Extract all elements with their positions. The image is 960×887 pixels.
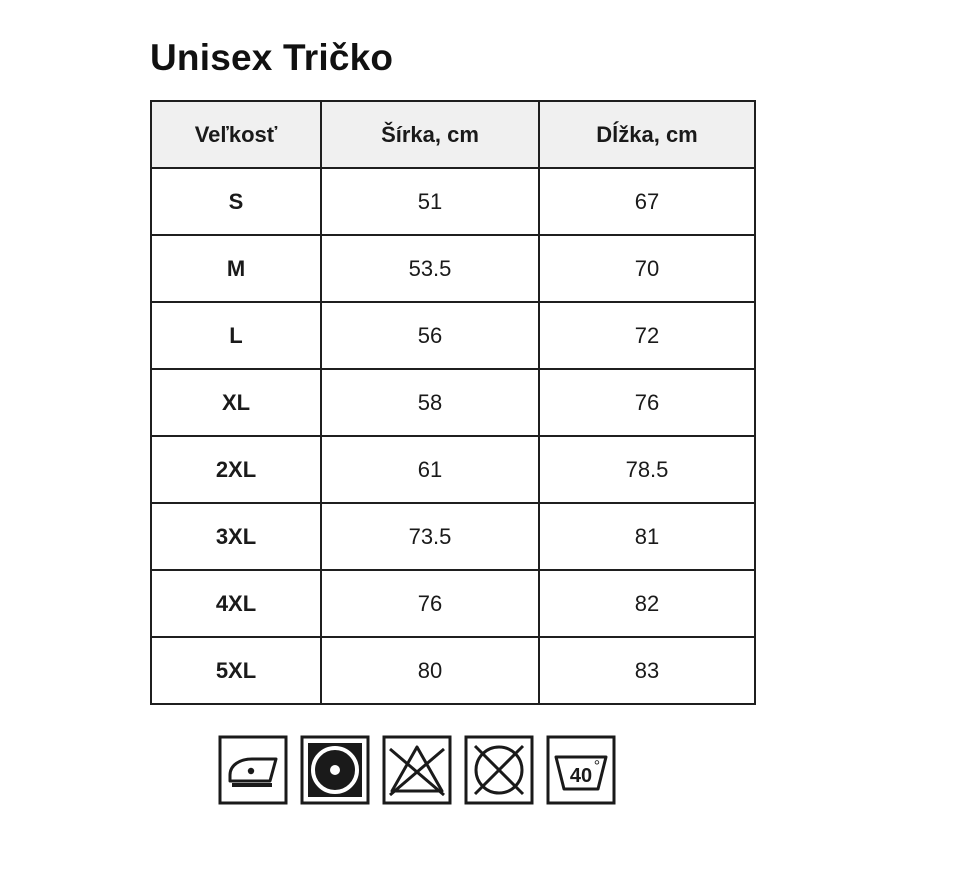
do-not-dry-clean-icon — [464, 735, 534, 805]
table-row — [151, 570, 755, 637]
do-not-bleach-icon — [382, 735, 452, 805]
cell-width: 80 — [321, 637, 539, 704]
care-instruction-icons — [218, 735, 616, 805]
table-row — [151, 168, 755, 235]
table-body — [151, 168, 755, 704]
cell-width: 73.5 — [321, 503, 539, 570]
iron-icon — [218, 735, 288, 805]
cell-size: 2XL — [151, 436, 321, 503]
cell-width: 58 — [321, 369, 539, 436]
table-row — [151, 436, 755, 503]
table-row — [151, 503, 755, 570]
table-header — [151, 101, 755, 168]
cell-size: XL — [151, 369, 321, 436]
cell-size: 5XL — [151, 637, 321, 704]
cell-width: 56 — [321, 302, 539, 369]
cell-length: 82 — [539, 570, 755, 637]
cell-size: 3XL — [151, 503, 321, 570]
cell-length: 67 — [539, 168, 755, 235]
cell-size: S — [151, 168, 321, 235]
size-table — [150, 100, 756, 705]
cell-width: 76 — [321, 570, 539, 637]
cell-length: 76 — [539, 369, 755, 436]
table-row — [151, 637, 755, 704]
column-header-size: Veľkosť — [151, 101, 321, 168]
cell-width: 61 — [321, 436, 539, 503]
table-row — [151, 302, 755, 369]
cell-size: 4XL — [151, 570, 321, 637]
column-header-width: Šírka, cm — [321, 101, 539, 168]
cell-length: 70 — [539, 235, 755, 302]
table-row — [151, 235, 755, 302]
cell-size: M — [151, 235, 321, 302]
cell-length: 72 — [539, 302, 755, 369]
page-title: Unisex Tričko — [150, 37, 394, 78]
cell-length: 83 — [539, 637, 755, 704]
cell-width: 51 — [321, 168, 539, 235]
cell-length: 81 — [539, 503, 755, 570]
wash-40-icon — [546, 735, 616, 805]
table-header-row — [151, 101, 755, 168]
cell-width: 53.5 — [321, 235, 539, 302]
wash-temperature-label: 40 — [569, 765, 593, 787]
cell-length: 78.5 — [539, 436, 755, 503]
column-header-length: Dĺžka, cm — [539, 101, 755, 168]
cell-size: L — [151, 302, 321, 369]
degree-symbol: ° — [593, 758, 601, 775]
tumble-dry-icon — [300, 735, 370, 805]
table-row — [151, 369, 755, 436]
